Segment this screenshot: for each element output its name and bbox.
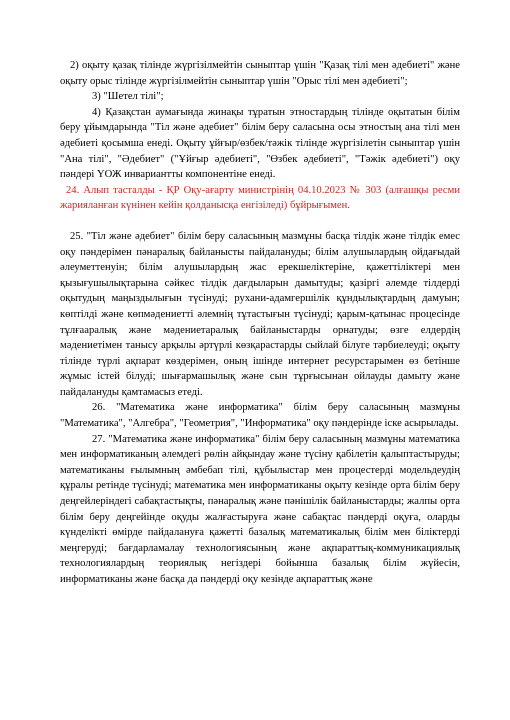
list-item-2: 2) оқыту қазақ тілінде жүргізілмейтін сыныптар үшін "Қазақ тілі мен әдебиеті" және оқыту орыс тілінде жүргізілмейтін сыныптар үшін "Орыс тілі мен әдебиеті"; [60,60,460,87]
paragraph-25: 25. "Тіл және әдебиет" білім беру саласының мазмұны басқа тілдік және тілдік емес оқу пәндерімен пәнаралық байланысты пайдалануды; білім алушылардың ойдағыдай әлеуметтенуін; білім алушылардың жас ерекшеліктеріне, қажеттіліктері мен қызығушылықтарына сәйкес тілдік дағдыларын дамытуды; қазіргі әлемде тілдерді оқытудың маңыздылығын түсінуді; рухани-адамгершілік құндылықтардың дамуын; көптілді және көпмәдениетті әлемнің тұтастығын түсінуді; қарым-қатынас процесінде тұлғааралық және мәдениетаралық байланыстарды орнатуды; өзге елдердің мәдениетімен танысу арқылы әртүрлі көзқарастарды сыйлай білуге тәрбиелеуді; оқыту тілінде түрлі ақпарат көздерімен, оның ішінде интернет ресурстарымен өз бетінше жұмыс істей білуді; шығармашылық және сын тұрғысынан ойлауды дамыту және пайдалануды қамтамасыз етеді. [60,230,460,398]
amendment-note: 24. Алып тасталды - ҚР Оқу-ағарту министрінің 04.10.2023 № 303 (алғашқы ресми жарияланған күнінен кейін қолданысқа енгізіледі) бұйрығымен. [60,184,460,212]
paragraph-spacer [60,214,460,229]
list-item-3: 3) "Шетел тілі"; [92,91,164,103]
paragraph-26: 26. "Математика және информатика" білім беру саласының мазмұны "Математика", "Алгебра", "Геометрия", "Информатика" оқу пәндерінде іске асырылады. [60,402,460,430]
paragraph-27: 27. "Математика және информатика" білім беру саласының мазмұны математика мен информатиканың әлемдегі рөлін айқындау және түсіну қабілетін қалыптастыруды; математиканы ғылымның әмбебап тілі, құбылыстар мен процестерді модельдеудің құралы ретінде түсінуді; математика мен информатиканы оқыту кезінде орта білім беру деңгейлеріндегі сабақтастықты, пәнаралық және пәнішілік байланыстарды; жалпы орта білім беру деңгейінде оқуды жалғастыруға және сабақтас пәндерді оқуға, оларды күнделікті өмірде пайдалануға қажетті базалық математикалық білім мен біліктерді меңгеруді; бағдарламалау технологиясының және ақпараттық-коммуникациялық технологиялардың теориялық негіздері бойынша базалық білім жүйесін, информатиканы және басқа да пәндерді оқу кезінде ақпараттық және [60,433,460,585]
list-item-4: 4) Қазақстан аумағында жинақы тұратын этностардың тілінде оқытатын білім беру ұйымдарында "Тіл және әдебиет" білім беру саласына осы этностың ана тілі мен әдебиеті қосымша енеді. Оқыту ұйғыр/өзбек/тәжік тілінде жүргізілетін сыныптар үшін "Ана тілі", "Әдебиет" ("Ұйғыр әдебиеті", "Өзбек әдебиеті", "Тәжік әдебиеті") оқу пәндері ҮОЖ инвариантты компонентіне енеді. [60,106,460,181]
